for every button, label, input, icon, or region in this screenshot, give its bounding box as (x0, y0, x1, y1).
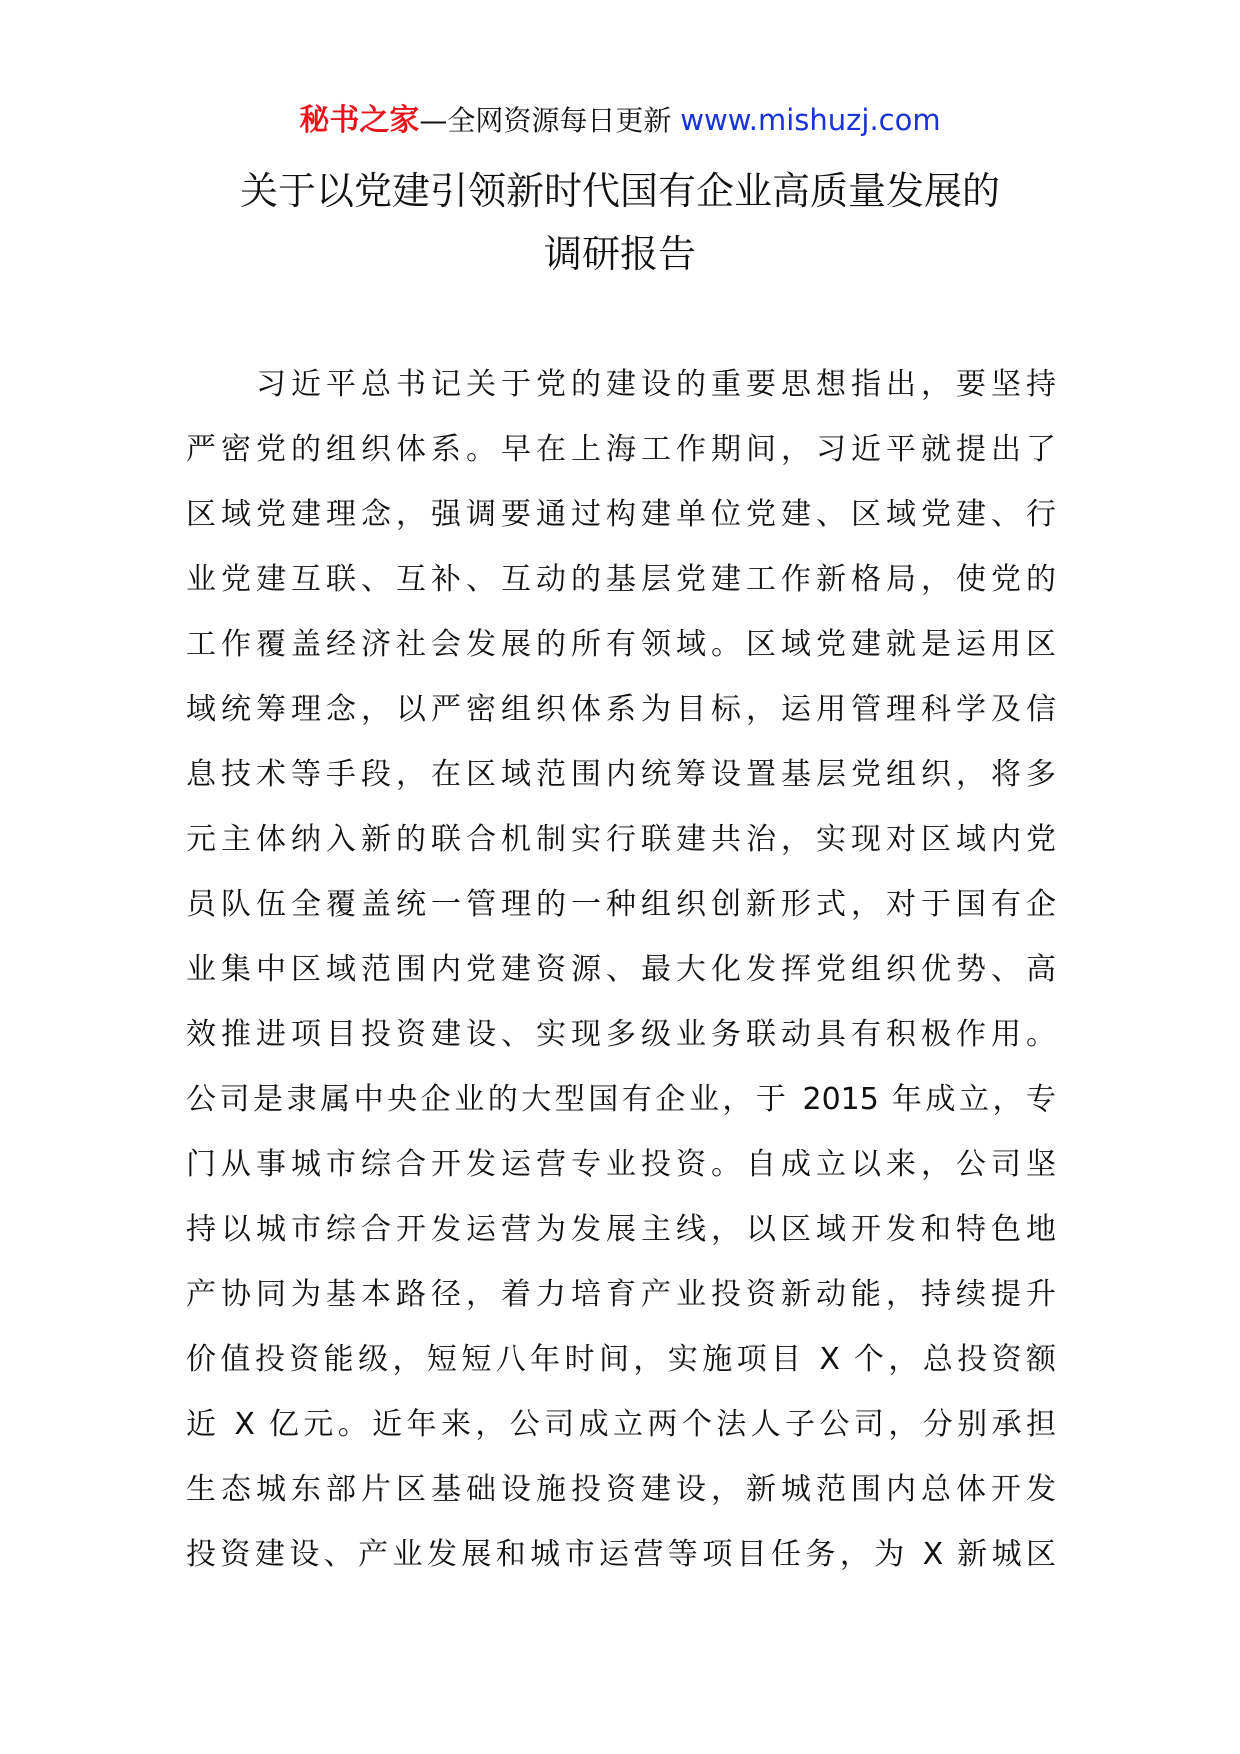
body-line: 公司是隶属中央企业的大型国有企业，于 2015 年成立，专 (186, 1082, 1056, 1117)
body-line: 区域党建理念，强调要通过构建单位党建、区域党建、行 (186, 497, 1056, 532)
body-line: 息技术等手段，在区域范围内统筹设置基层党组织，将多 (186, 757, 1056, 792)
body-line: 员队伍全覆盖统一管理的一种组织创新形式，对于国有企 (186, 887, 1056, 922)
body-line: 工作覆盖经济社会发展的所有领域。区域党建就是运用区 (186, 627, 1056, 662)
body-line: 投资建设、产业发展和城市运营等项目任务，为 X 新城区 (186, 1537, 1056, 1572)
body-line: 域统筹理念，以严密组织体系为目标，运用管理科学及信 (186, 692, 1056, 727)
body-line: 近 X 亿元。近年来，公司成立两个法人子公司，分别承担 (186, 1407, 1056, 1442)
document-title (120, 160, 1120, 286)
document-title-line-1: 关于以党建引领新时代国有企业高质量发展的 (239, 169, 1000, 213)
body-line: 业集中区域范围内党建资源、最大化发挥党组织优势、高 (186, 952, 1056, 987)
body-line: 持以城市综合开发运营为发展主线，以区域开发和特色地 (186, 1212, 1056, 1247)
watermark-url[interactable]: www.mishuzj.com (680, 103, 941, 137)
watermark-brand: 秘书之家 (299, 103, 420, 138)
body-line: 价值投资能级，短短八年时间，实施项目 X 个，总投资额 (186, 1342, 1056, 1377)
body-line: 元主体纳入新的联合机制实行联建共治，实现对区域内党 (186, 822, 1056, 857)
body-line: 业党建互联、互补、互动的基层党建工作新格局，使党的 (186, 562, 1056, 597)
body-paragraph (186, 352, 1056, 1587)
document-title-line-2: 调研报告 (543, 232, 696, 276)
body-line: 产协同为基本路径，着力培育产业投资新动能，持续提升 (186, 1277, 1056, 1312)
body-line: 生态城东部片区基础设施投资建设，新城范围内总体开发 (186, 1472, 1056, 1507)
site-watermark-header (0, 100, 1240, 141)
body-line: 效推进项目投资建设、实现多级业务联动具有积极作用。 (186, 1017, 1056, 1052)
body-line: 严密党的组织体系。早在上海工作期间，习近平就提出了 (186, 432, 1056, 467)
body-line: 门从事城市综合开发运营专业投资。自成立以来，公司坚 (186, 1147, 1056, 1182)
watermark-slogan: —全网资源每日更新 (419, 104, 681, 137)
body-line: 习近平总书记关于党的建设的重要思想指出，要坚持 (256, 367, 1056, 402)
